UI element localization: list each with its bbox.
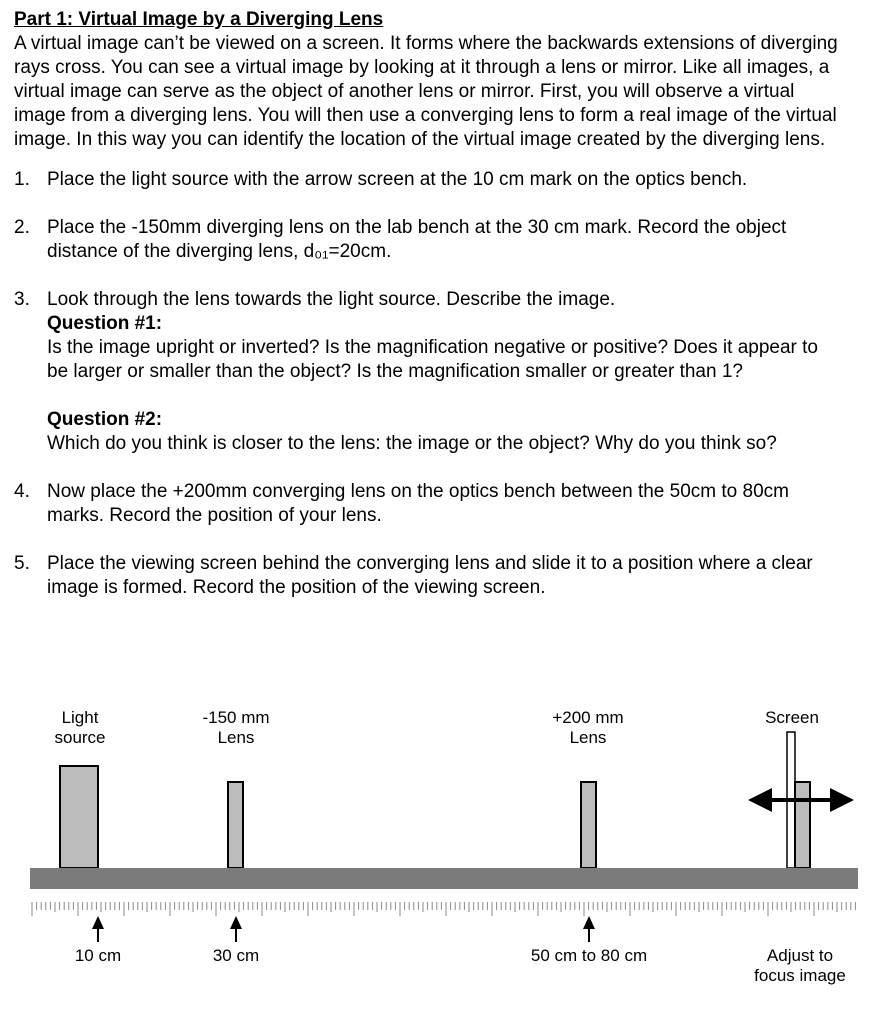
optics-bench <box>30 868 858 889</box>
step-number: 5. <box>14 553 30 574</box>
adjust-label-line1: Adjust to <box>766 946 834 965</box>
document-page <box>14 8 842 624</box>
step-text: Now place the +200mm converging lens on the optics bench between the 50cm to 80cm marks. Record the position of your lens. <box>47 481 789 526</box>
position-arrow-30cm <box>230 916 242 942</box>
position-arrow-50-80cm <box>583 916 595 942</box>
diverging-lens-label-line1: -150 mm <box>202 708 270 727</box>
procedure-steps <box>14 168 842 600</box>
question-1-title: Question #1: <box>47 313 163 334</box>
mark-10cm-label: 10 cm <box>74 946 122 965</box>
step-5 <box>14 552 842 600</box>
mark-50-80cm-label: 50 cm to 80 cm <box>530 946 648 965</box>
section-heading: Part 1: Virtual Image by a Diverging Lens <box>14 9 384 30</box>
position-arrow-10cm <box>92 916 104 942</box>
intro-paragraph: A virtual image can’t be viewed on a screen. It forms where the backwards extensions of diverging rays cross. You can see a virtual image by looking at it through a lens or mirror. Like all images, a virtual image can serve as the object of another lens or mirror. First, you will observe a virtual image from a diverging lens. You will then use a converging lens to form a real image of the virtual image. In this way you can identify the location of the virtual image created by the diverging lens. <box>14 33 838 150</box>
step-4 <box>14 480 842 528</box>
light-source-label-line2: source <box>54 728 106 747</box>
step-text: Look through the lens towards the light source. Describe the image. <box>47 289 616 310</box>
step-number: 1. <box>14 169 30 190</box>
step-3 <box>14 288 842 456</box>
diverging-lens <box>228 782 243 868</box>
converging-lens-label-line1: +200 mm <box>552 708 624 727</box>
step-text: Place the -150mm diverging lens on the lab bench at the 30 cm mark. Record the object distance of the diverging lens, d₀₁=20cm. <box>47 217 787 262</box>
bench-ruler <box>32 902 855 916</box>
question-spacer <box>47 384 842 408</box>
adjust-label <box>740 946 860 986</box>
converging-lens <box>581 782 596 868</box>
screen-holder <box>795 782 810 868</box>
step-text: Place the viewing screen behind the converging lens and slide it to a position where a clear image is formed. Record the position of the viewing screen. <box>47 553 813 598</box>
step-number: 4. <box>14 481 30 502</box>
light-source-label-line1: Light <box>61 708 99 727</box>
step-text: Place the light source with the arrow screen at the 10 cm mark on the optics bench. <box>47 169 748 190</box>
adjust-label-line2: focus image <box>754 966 846 985</box>
step-number: 3. <box>14 289 30 310</box>
mark-30cm-label: 30 cm <box>212 946 260 965</box>
question-2-text: Which do you think is closer to the lens: the image or the object? Why do you think so? <box>47 433 777 454</box>
question-1-text: Is the image upright or inverted? Is the magnification negative or positive? Does it appear to be larger or smaller than the object? Is the magnification smaller or greater than 1? <box>47 337 818 382</box>
step-1 <box>14 168 842 192</box>
diverging-lens-label-line2: Lens <box>217 728 255 747</box>
question-2-title: Question #2: <box>47 409 163 430</box>
screen-label: Screen <box>765 708 819 727</box>
step-number: 2. <box>14 217 30 238</box>
light-source-box <box>60 766 98 868</box>
optics-bench-diagram <box>0 700 878 1000</box>
converging-lens-label-line2: Lens <box>569 728 607 747</box>
step-2 <box>14 216 842 264</box>
